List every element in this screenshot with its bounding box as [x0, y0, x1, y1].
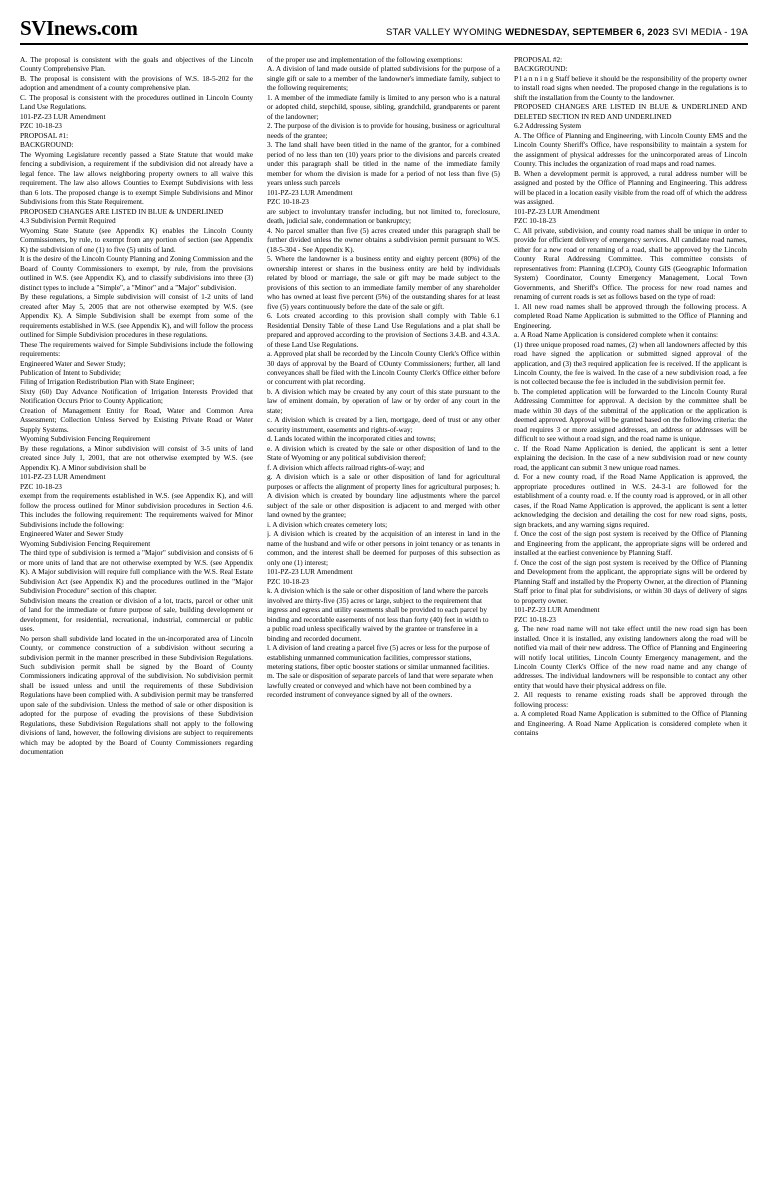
- folio-right: SVI MEDIA - 19A: [672, 26, 748, 38]
- paragraph: i. A division which creates cemetery lots;: [267, 519, 388, 529]
- paragraph: P l a n n i n g Staff believe it should be the responsibility of the property owner to install road signs when needed. The proposed change in the regulations is to shift the installation from the County to the landowner.: [514, 73, 747, 102]
- paragraph: The Wyoming Legislature recently passed a State Statute that would make fencing a subdivision, a requirement if the subdivision did not already have a legal fence. The law allows neighboring property owners to all waive this requirement. The law also allows Counties to Exempt Subdivisions with less than 6 lots. The proposed change is to exempt Simple Subdivisions and Minor Subdivisions from this State Requirement.: [20, 149, 253, 207]
- paragraph: b. The completed application will be forwarded to the Lincoln County Rural Addressing Committee for approval. A decision by the committee shall be made within 30 days of the submittal of the application or the application is deemed approved. Approval will be granted based on the following criteria: the road requires 3 or more assigned addresses, an address or addresses will be difficult to see without a road sign, and the road name is unique.: [514, 386, 747, 444]
- paragraph: PZC 10-18-23: [514, 216, 556, 226]
- paragraph: 3. The land shall have been titled in the name of the grantor, for a combined period of no less than ten (10) years prior to the divisions and parcels created under this paragraph shall be titled in the name of the immediate family member for whom the division is made for a period of not less than five (5) years unless such parcels: [267, 140, 500, 188]
- paragraph: d. For a new county road, if the Road Name Application is approved, the appropriate procedures outlined in W.S. 24-3-1 are followed for the establishment of a county road. e. If the county road is approved, or in all other cases, if the Road Name Application is approved, the applicant is sent a letter acknowledging the decision and detailing the cost for new road signs, posts, sign brackets, and any warning signs required.: [514, 472, 747, 529]
- paragraph: Engineered Water and Sewer Study;: [20, 358, 126, 368]
- paragraph: g. The new road name will not take effect until the new road sign has been installed. Once it is installed, any existing landowners along the road will be notified via mail of their new address. The Office of Planning and Engineering will notify local utilities, Lincoln County Emergency management, and the Lincoln County Clerk's Office of the new road name and any change of addresses. The individual landowners will be responsible to contact any other entity that would have their physical address on file.: [514, 624, 747, 690]
- paragraph: 6. Lots created according to this provision shall comply with Table 6.1 Residential Density Table of these Land Use Regulations and a plat shall be prepared and approved according to the provision of Sections 3.4.B. and 4.3.A. of these Land Use Regulations.: [267, 311, 500, 349]
- paragraph: a. A completed Road Name Application is submitted to the Office of Planning and Engineering. A Road Name Application is considered complete when it contains: [514, 709, 747, 738]
- paragraph: PZC 10-18-23: [267, 576, 309, 586]
- brand-rest: news.com: [53, 16, 138, 40]
- paragraph: 101-PZ-23 LUR Amendment: [514, 206, 600, 216]
- paragraph: 1. All new road names shall be approved through the following process. A completed Road Name Application is submitted to the Office of Planning and Engineering.: [514, 301, 747, 330]
- paragraph: PZC 10-18-23: [267, 197, 309, 207]
- paragraph: e. A division which is created by the sale or other disposition of land to the State of Wyoming or any political subdivision thereof;: [267, 443, 500, 463]
- paragraph: A. A division of land made outside of platted subdivisions for the purpose of a single gift or sale to a member of the landowner's immediate family, subject to the following requirements;: [267, 64, 500, 93]
- paragraph: 1. A member of the immediate family is limited to any person who is a natural or adopted child, stepchild, spouse, sibling, grandchild, grandparents or parent of the landowner;: [267, 92, 500, 121]
- paragraph: (1) three unique proposed road names, (2) when all landowners affected by this road have signed the application or submitted signed approval of the application, and (3) the3 required application fee is received. If the applicant is Lincoln County, the fee is waived. In the case of a new subdivision road, a fee is not collected because the fee is included in the subdivision permit fee.: [514, 339, 747, 387]
- paragraph: 101-PZ-23 LUR Amendment: [20, 111, 106, 121]
- paragraph: exempt from the requirements established in W.S. (see Appendix K), and will follow the process outlined for Minor subdivision procedures in Section 4.6. This includes the following requirement: The requirements waived for Minor Subdivisions include the following:: [20, 491, 253, 529]
- paragraph: A. The Office of Planning and Engineering, with Lincoln County EMS and the Lincoln County Sheriff's Office, have responsibility to maintain a system for the assignment of physical addresses for the unincorporated areas of Lincoln County. This includes the organization of road maps and road names.: [514, 130, 747, 169]
- paragraph: 6.2 Addressing System: [514, 121, 582, 131]
- paragraph: Wyoming Subdivision Fencing Requirement: [20, 538, 151, 548]
- paragraph: f. Once the cost of the sign post system is received by the Office of Planning and Development from the applicant, the appropriate signs will be ordered by Planning Staff and installed by the Property Owner, at the direction of Planning Staff prior to final plat for subdivisions, or within 30 days of delivery of signs to property owner.: [514, 557, 747, 605]
- paragraph: Filing of Irrigation Redistribution Plan with State Engineer;: [20, 377, 195, 387]
- paragraph: ingress and egress and utility easements shall be provided to each parcel by: [267, 605, 488, 615]
- paragraph: These The requirements waived for Simple Subdivisions include the following requirements:: [20, 339, 253, 359]
- paragraph: BACKGROUND:: [514, 64, 568, 74]
- paragraph: Publication of Intent to Subdivide;: [20, 367, 121, 377]
- paragraph: recorded instrument of conveyance signed by all of the owners.: [267, 690, 453, 700]
- folio-left: STAR VALLEY WYOMING: [386, 26, 503, 38]
- paragraph: PROPOSED CHANGES ARE LISTED IN BLUE & UNDERLINED AND DELETED SECTION IN RED AND UNDERLINED: [514, 102, 747, 121]
- paragraph: PROPOSAL #2:: [514, 55, 563, 64]
- masthead-brand: [20, 18, 138, 39]
- paragraph: PROPOSAL #1:: [20, 130, 69, 140]
- paragraph: No person shall subdivide land located in the un-incorporated area of Lincoln County, or commence construction of a subdivision without securing a subdivision permit in the manner prescribed in these Subdivision Regulations. Such subdivision permit shall be signed by the Board of County Commissioners indicating approval of the subdivision. No subdivision permit shall be issued unless and until the requirements of these Subdivision Regulations have been complied with. A subdivision permit may be transferred upon sale of the subdivision. Unless the method of sale or other disposition is adopted for the purpose of evading the provisions of these Subdivision Regulations, these Subdivision Regulations shall not apply to the following divisions of land, however, the following divisions are subject to requirements which may be adopted by the Board of County Commissioners regarding documentation: [20, 633, 253, 757]
- paragraph: The third type of subdivision is termed a "Major" subdivision and consists of 6 or more units of land that are not otherwise exempted by W.S. (see Appendix K). A Major subdivision will require full compliance with the W.S. Real Estate Subdivision Act (see Appendix K) and the procedures outlined in the "Major Subdivision Procedure" section of this chapter.: [20, 548, 253, 596]
- paragraph: 101-PZ-23 LUR Amendment: [514, 605, 600, 615]
- paragraph: 101-PZ-23 LUR Amendment: [20, 472, 106, 482]
- paragraph: l. A division of land creating a parcel five (5) acres or less for the purpose of: [267, 643, 490, 653]
- paragraph: involved are thirty-five (35) acres or large, subject to the requirement that: [267, 595, 483, 605]
- paragraph: A. The proposal is consistent with the goals and objectives of the Lincoln County Comprehensive Plan.: [20, 55, 253, 74]
- paragraph: d. Lands located within the incorporated cities and towns;: [267, 434, 436, 444]
- paragraph: C. The proposal is consistent with the procedures outlined in Lincoln County Land Use Regulations.: [20, 92, 253, 112]
- article-columns: [20, 55, 748, 1175]
- paragraph: a. Approved plat shall be recorded by the Lincoln County Clerk's Office within 30 days of approval by the Board of COunty Commissioners; further, all land conveyances shall be filed with the Lincoln County Clerk's Office either before or concurrent with plat recording.: [267, 349, 500, 387]
- paragraph: Subdivision means the creation or division of a lot, tracts, parcel or other unit of land for the immediate or future purpose of sale, building development or development, for residential, recreational, industrial, commercial or public uses.: [20, 595, 253, 634]
- masthead: [20, 18, 748, 45]
- column-3: [514, 55, 747, 1175]
- paragraph: a. A Road Name Application is considered complete when it contains:: [514, 330, 719, 340]
- paragraph: 2. The purpose of the division is to provide for housing, business or agricultural needs of the grantee;: [267, 121, 500, 140]
- paragraph: PZC 10-18-23: [20, 121, 62, 131]
- paragraph: g. A division which is a sale or other disposition of land for agricultural purposes or affects the alignment of property lines for agricultural purposes; h. A division which is created by boundary line adjustments where the parcel subject of the sale or other disposition is adjacent to and merged with other land owned by the grantee;: [267, 472, 500, 520]
- paragraph: b. A division which may be created by any court of this state pursuant to the law of eminent domain, by operation of law or by order of any court in the state;: [267, 386, 500, 415]
- paragraph: BACKGROUND:: [20, 140, 74, 150]
- paragraph: 101-PZ-23 LUR Amendment: [267, 187, 353, 197]
- paragraph: B. The proposal is consistent with the provisions of W.S. 18-5-202 for the adoption and amendment of a county comprehensive plan.: [20, 73, 253, 93]
- paragraph: It is the desire of the Lincoln County Planning and Zoning Commission and the Board of County Commissioners to exempt, by rule, from the provisions outlined in W.S. (see Appendix K), and to classify subdivisions into three (3) distinct types to include a "Simple", a "Minor" and a "Major" subdivision.: [20, 254, 253, 292]
- paragraph: PROPOSED CHANGES ARE LISTED IN BLUE & UNDERLINED: [20, 206, 224, 216]
- paragraph: m. The sale or disposition of separate parcels of land that were separate when: [267, 671, 493, 681]
- paragraph: PZC 10-18-23: [514, 614, 556, 624]
- paragraph: 4. No parcel smaller than five (5) acres created under this paragraph shall be further divided unless the owner obtains a subdivision permit pursuant to W.S. (18-5-304 - See Appendix K).: [267, 225, 500, 254]
- paragraph: f. A division which affects railroad rights-of-way; and: [267, 462, 425, 472]
- paragraph: c. A division which is created by a lien, mortgage, deed of trust or any other security instrument, easements and rights-of-way;: [267, 415, 500, 434]
- paragraph: metering stations, fiber optic booster stations or similar unmanned facilities.: [267, 662, 490, 671]
- paragraph: binding and recorded document.: [267, 633, 362, 643]
- paragraph: establishing unmanned communication facilities, compressor stations,: [267, 652, 472, 662]
- paragraph: By these regulations, a Simple subdivision will consist of 1-2 units of land created after May 5, 2005 that are not otherwise exempted by W.S. (see Appendix K). A Simple Subdivision shall be exempt from some of the requirements established in W.S. (see Appendix K), and will follow the process outlined for Simple Subdivision procedures in these regulations.: [20, 292, 253, 340]
- paragraph: B. When a development permit is approved, a rural address number will be assigned and posted by the Office of Planning and Engineering. This address will be placed in a location easily visible from the road off of which the address was assigned.: [514, 168, 747, 207]
- column-2: [267, 55, 500, 1175]
- paragraph: 101-PZ-23 LUR Amendment: [267, 567, 353, 577]
- paragraph: are subject to involuntary transfer including, but not limited to, foreclosure, death, judicial sale, condemnation or bankruptcy;: [267, 206, 500, 226]
- paragraph: a public road unless specifically waived by the grantee or transferee in a: [267, 624, 478, 634]
- paragraph: binding and recordable easements of not less than forty (40) feet in width to: [267, 614, 489, 624]
- paragraph: 4.3 Subdivision Permit Required: [20, 216, 116, 226]
- paragraph: 5. Where the landowner is a business entity and eighty percent (80%) of the ownership interest or shares in the business entity are held by individuals related by blood or marriage, the sale or gift may be made subject to the provisions of this section to an immediate family member of any shareholder who has owned at least five percent (5%) of the outstanding shares for at least five (5) years continuously before the date of the sale or gift.: [267, 254, 500, 311]
- paragraph: c. If the Road Name Application is denied, the applicant is sent a letter explaining the decision. In the case of a new subdivision road or new county road, the applicant can submit 3 new unique road names.: [514, 443, 747, 472]
- paragraph: By these regulations, a Minor subdivision will consist of 3-5 units of land created since July 1, 2001, that are not otherwise exempted by W.S. (see Appendix K). A Minor subdivision shall be: [20, 443, 253, 472]
- paragraph: Creation of Management Entity for Road, Water and Common Area Assessment; Collection Unless Served by Existing Private Road or Water Supply Systems.: [20, 405, 253, 434]
- paragraph: j. A division which is created by the acquisition of an interest in land in the name of the husband and wife or other persons in joint tenancy or as tenants in common, and the interest shall be deemed for purposes of this subsection as only one (1) interest;: [267, 529, 500, 567]
- paragraph: Wyoming Subdivision Fencing Requirement: [20, 434, 151, 444]
- column-1: [20, 55, 253, 1175]
- paragraph: 2. All requests to rename existing roads shall be approved through the following process:: [514, 690, 747, 709]
- paragraph: Engineered Water and Sewer Study: [20, 529, 124, 539]
- paragraph: k. A division which is the sale or other disposition of land where the parcels: [267, 586, 489, 596]
- paragraph: f. Once the cost of the sign post system is received by the Office of Planning and Engineering from the applicant, the appropriate signs will be ordered and installed at the earliest convenience by Planning Staff.: [514, 529, 747, 558]
- paragraph: Sixty (60) Day Advance Notification of Irrigation Interests Provided that Notification Occurs Prior to County Application;: [20, 386, 253, 406]
- paragraph: PZC 10-18-23: [20, 481, 62, 491]
- masthead-folio: [386, 28, 748, 40]
- paragraph: lawfully created or conveyed and which have not been combined by a: [267, 680, 472, 690]
- brand-main: SVI: [20, 16, 54, 40]
- paragraph: of the proper use and implementation of the following exemptions:: [267, 55, 463, 64]
- paragraph: Wyoming State Statute (see Appendix K) enables the Lincoln County Commissioners, by rule, to exempt from any portion of section (see Appendix K) the subdivision of one (1) to five (5) units of land.: [20, 225, 253, 254]
- folio-date: WEDNESDAY, SEPTEMBER 6, 2023: [505, 26, 670, 38]
- paragraph: C. All private, subdivision, and county road names shall be unique in order to provide for efficient delivery of emergency services. All candidate road names, either for a new road or renaming of a road, shall be approved by the Lincoln County Rural Addressing Committee. This committee consists of representatives from: Planning (LCPO), County GIS (Geographic Information System) Coordinator, County Emergency Management, Local Town Governments, and Sheriff's Office. The process for new road names and renaming of current roads is set as follows based on the type of road:: [514, 225, 747, 302]
